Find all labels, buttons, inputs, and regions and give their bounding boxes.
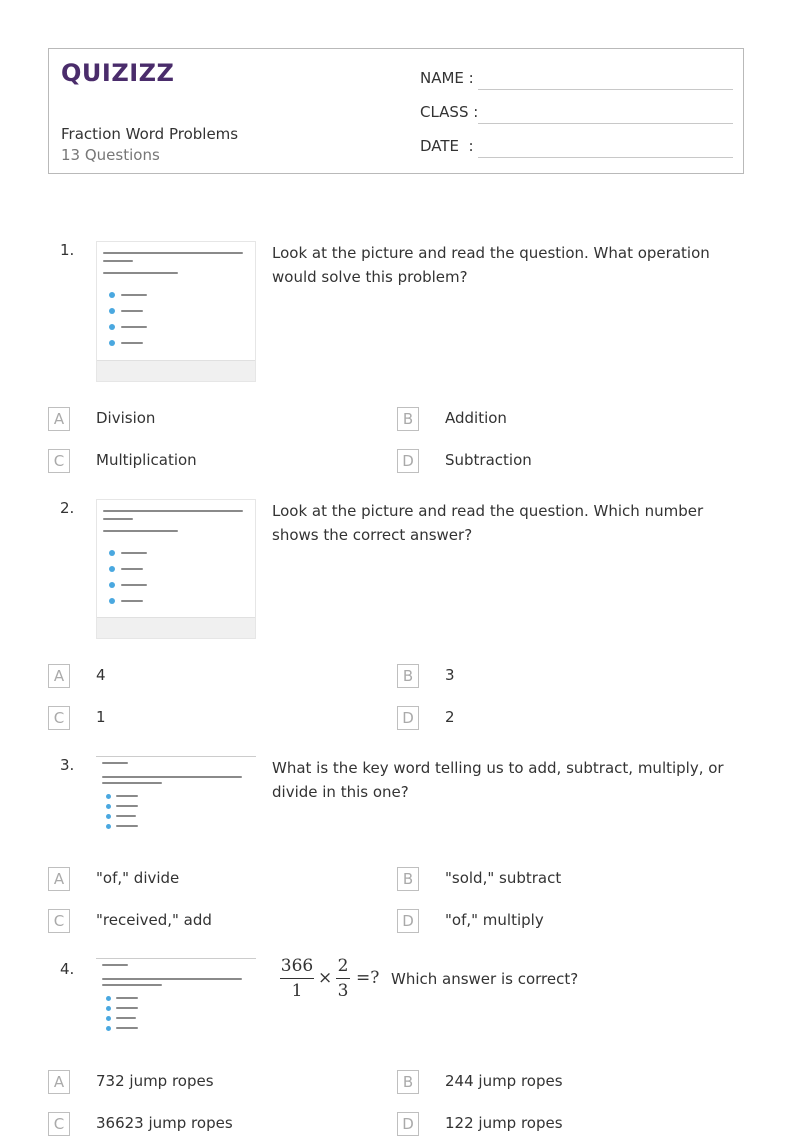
- option-letter: C: [48, 449, 70, 473]
- option-text: "received," add: [96, 911, 212, 929]
- question-image: [96, 756, 256, 838]
- option-text: 244 jump ropes: [445, 1072, 563, 1090]
- worksheet-title: Fraction Word Problems: [61, 125, 239, 143]
- option-text: Division: [96, 409, 156, 427]
- option-text: 732 jump ropes: [96, 1072, 214, 1090]
- multiply-sign: ×: [318, 968, 333, 988]
- date-label: DATE :: [420, 137, 474, 155]
- option-text: 4: [96, 666, 106, 684]
- option-text: 3662​3 jump ropes: [96, 1114, 233, 1132]
- question-number: 4.: [60, 960, 75, 978]
- question-number: 3.: [60, 756, 75, 774]
- question-text: Look at the picture and read the question. What operation would solve this problem?: [272, 244, 710, 286]
- question-image: [96, 958, 256, 1040]
- name-label: NAME :: [420, 69, 474, 87]
- option-letter: D: [397, 909, 419, 933]
- class-label: CLASS :: [420, 103, 479, 121]
- question-text: Look at the picture and read the question. Which number shows the correct answer?: [272, 502, 704, 544]
- denominator: 3: [337, 981, 349, 1001]
- option-text: "of," multiply: [445, 911, 544, 929]
- fraction-2: [336, 956, 350, 1001]
- option-letter: A: [48, 407, 70, 431]
- question-count: 13 Questions: [61, 146, 160, 164]
- class-line: [478, 123, 733, 124]
- option-text: 1: [96, 708, 106, 726]
- option-text: "of," divide: [96, 869, 180, 887]
- option-letter: B: [397, 407, 419, 431]
- option-text: Addition: [445, 409, 507, 427]
- option-text: "sold," subtract: [445, 869, 562, 887]
- question-number: 1.: [60, 241, 75, 259]
- equals-unknown: =?: [356, 968, 380, 988]
- numerator: 2: [337, 956, 349, 976]
- option-letter: C: [48, 909, 70, 933]
- option-letter: A: [48, 867, 70, 891]
- option-text: 3: [445, 666, 455, 684]
- question-text: What is the key word telling us to add, subtract, multiply, or divide in this one?: [272, 759, 724, 801]
- option-letter: D: [397, 1112, 419, 1136]
- option-letter: A: [48, 664, 70, 688]
- question-image: [96, 499, 256, 639]
- numerator: 366: [280, 956, 314, 976]
- option-letter: C: [48, 1112, 70, 1136]
- option-letter: B: [397, 867, 419, 891]
- option-letter: A: [48, 1070, 70, 1094]
- question-number: 2.: [60, 499, 75, 517]
- option-text: 2: [445, 708, 455, 726]
- quizizz-logo: QUIZIZZ: [61, 59, 175, 87]
- option-letter: D: [397, 449, 419, 473]
- option-text: Multiplication: [96, 451, 197, 469]
- option-letter: D: [397, 706, 419, 730]
- question-text: Which answer is correct?: [391, 970, 579, 988]
- denominator: 1: [291, 981, 303, 1001]
- option-text: Subtraction: [445, 451, 532, 469]
- option-text: 122 jump ropes: [445, 1114, 563, 1132]
- option-letter: B: [397, 664, 419, 688]
- option-letter: B: [397, 1070, 419, 1094]
- name-line: [478, 89, 733, 90]
- date-line: [478, 157, 733, 158]
- worksheet-header: [48, 48, 744, 174]
- fraction-1: [280, 956, 314, 1001]
- question-image: [96, 241, 256, 382]
- option-letter: C: [48, 706, 70, 730]
